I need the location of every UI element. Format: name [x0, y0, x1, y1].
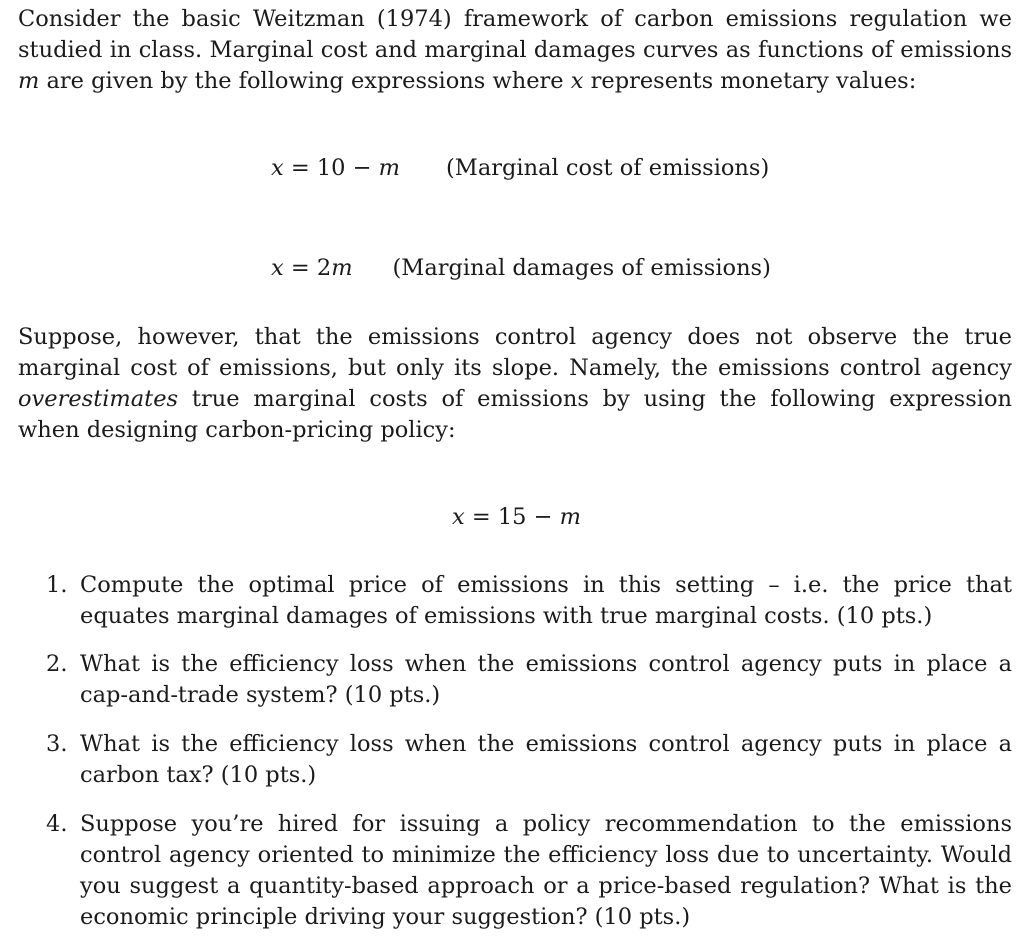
intro-text-1: Consider the basic Weitzman (1974) framework of carbon emissions regulation we studied in class. Marginal cost and marginal damages curves as functions of emissions	[18, 6, 1012, 63]
equation-body: = 15 −	[464, 504, 560, 530]
question-number: 4.	[46, 811, 68, 837]
equation-body: = 2	[283, 255, 332, 281]
equation-label: (Marginal cost of emissions)	[446, 155, 770, 181]
equation-var: m	[331, 255, 353, 281]
intro-text-2: are given by the following expressions where	[39, 68, 571, 94]
intro-text-3: represents monetary values:	[583, 68, 917, 94]
emphasis-overestimates: overestimates	[18, 386, 179, 412]
question-text: Suppose you’re hired for issuing a policy recommendation to the emissions control agency oriented to minimize the efficiency loss due to uncertainty. Would you suggest a quantity-based approach or a price-based regulation? What is the economic principle driving your suggestion? (10 pts.)	[80, 811, 1012, 930]
equation-marginal-damages	[271, 253, 771, 284]
intro-paragraph	[18, 4, 1012, 97]
equation-var: m	[378, 155, 400, 181]
suppose-text-2: true marginal costs of emissions by using the following expression when designing carbon-pricing policy:	[18, 386, 1012, 443]
question-number: 3.	[46, 731, 68, 757]
question-item-4	[46, 809, 1012, 933]
equation-body: = 10 −	[283, 155, 379, 181]
equation-lhs: x	[271, 155, 284, 181]
suppose-paragraph	[18, 322, 1012, 446]
question-number: 1.	[46, 572, 68, 598]
question-text: What is the efficiency loss when the emissions control agency puts in place a carbon tax? (10 pts.)	[80, 731, 1012, 788]
equation-label: (Marginal damages of emissions)	[392, 255, 771, 281]
equation-estimated-cost	[452, 502, 581, 533]
equation-marginal-cost	[271, 153, 769, 184]
question-number: 2.	[46, 651, 68, 677]
equation-lhs: x	[271, 255, 284, 281]
math-var-m: m	[18, 68, 40, 94]
document-body	[18, 4, 1012, 97]
question-item-2	[46, 649, 1012, 711]
equation-var: m	[559, 504, 581, 530]
question-text: What is the efficiency loss when the emissions control agency puts in place a cap-and-trade system? (10 pts.)	[80, 651, 1012, 708]
question-text: Compute the optimal price of emissions in this setting – i.e. the price that equates marginal damages of emissions with true marginal costs. (10 pts.)	[80, 572, 1012, 629]
question-item-3	[46, 729, 1012, 791]
question-item-1	[46, 570, 1012, 632]
equation-lhs: x	[452, 504, 465, 530]
math-var-x: x	[570, 68, 584, 94]
suppose-text-1: Suppose, however, that the emissions control agency does not observe the true marginal cost of emissions, but only its slope. Namely, the emissions control agency	[18, 324, 1012, 381]
